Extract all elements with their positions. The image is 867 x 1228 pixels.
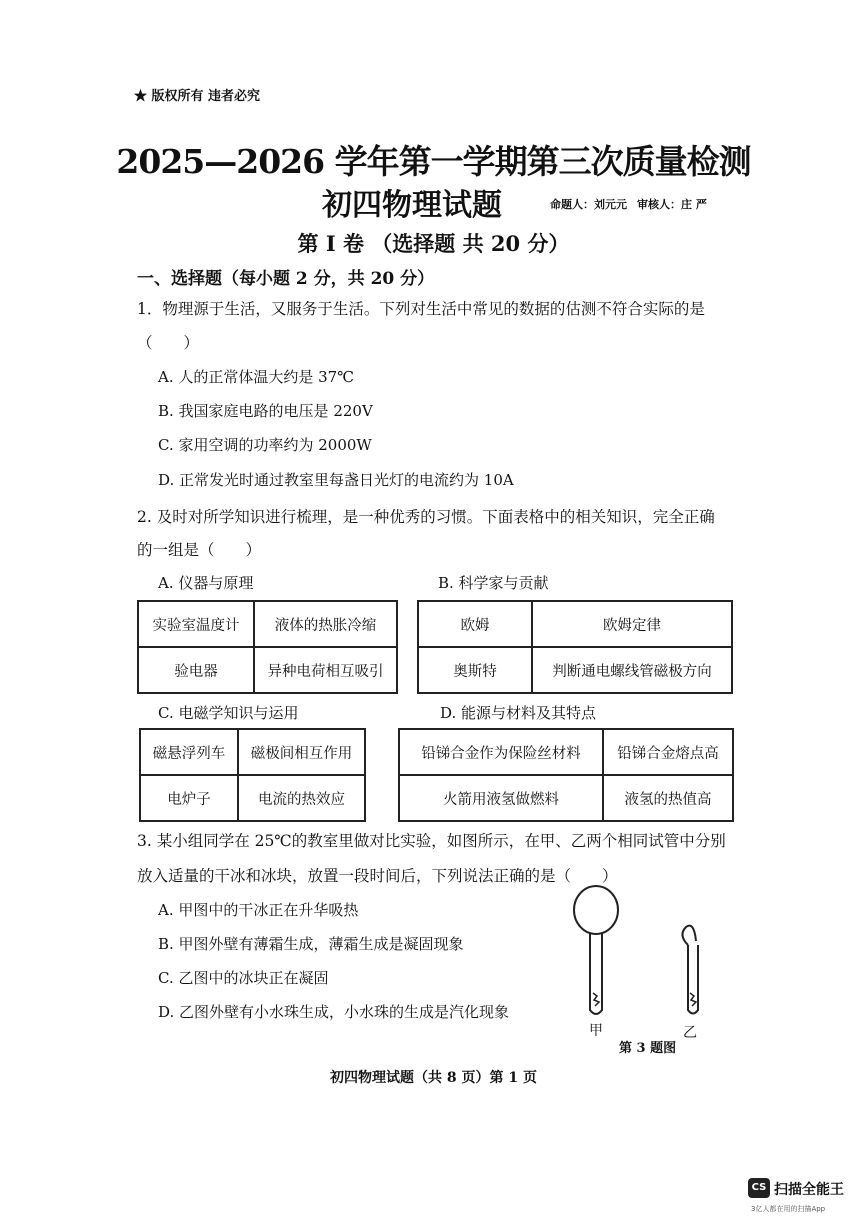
q3-stem: 3. 某小组同学在 25℃的教室里做对比实验，如图所示，在甲、乙两个相同试管中分别 (137, 832, 726, 850)
q2-table-d (398, 728, 734, 822)
table-cell: 液体的热胀冷缩 (254, 601, 397, 647)
table-cell: 铅锑合金熔点高 (603, 729, 733, 775)
q1-option-b: B. 我国家庭电路的电压是 220V (158, 402, 373, 420)
camscanner-logo-icon: CS (748, 1178, 770, 1198)
page-footer: 初四物理试题（共 8 页）第 1 页 (330, 1070, 537, 1086)
q3-option-c: C. 乙图中的冰块正在凝固 (158, 969, 329, 987)
table-cell: 液氢的热值高 (603, 775, 733, 821)
table-cell: 欧姆 (418, 601, 532, 647)
exam-subtitle: 初四物理试题 (322, 188, 502, 223)
test-tube-figure (560, 885, 720, 1035)
table-cell: 异种电荷相互吸引 (254, 647, 397, 693)
reviewer: 审核人：庄 严 (637, 198, 707, 211)
q2-table-b (417, 600, 733, 694)
q2-table-a (137, 600, 398, 694)
table-cell: 验电器 (138, 647, 254, 693)
q1-option-d: D. 正常发光时通过教室里每盏日光灯的电流约为 10A (158, 471, 514, 489)
q1-blank: （ ） (137, 334, 200, 352)
table-cell: 电流的热效应 (238, 775, 365, 821)
figure-label-jia: 甲 (589, 1023, 603, 1039)
q1-option-a: A. 人的正常体温大约是 37℃ (158, 368, 355, 386)
q3-option-d: D. 乙图外壁有小水珠生成，小水珠的生成是汽化现象 (158, 1003, 510, 1021)
tube-jia-with-balloon (574, 886, 618, 1014)
copyright-notice: ★ 版权所有 违者必究 (134, 89, 261, 104)
volume-title: 第 I 卷 （选择题 共 20 分） (297, 231, 570, 256)
setter: 命题人：刘元元 (550, 198, 627, 211)
table-cell: 奥斯特 (418, 647, 532, 693)
figure-caption: 第 3 题图 (619, 1041, 677, 1056)
exam-title: 2025—2026 学年第一学期第三次质量检测 (116, 142, 751, 181)
table-cell: 磁极间相互作用 (238, 729, 365, 775)
q2-label-b: B. 科学家与贡献 (438, 574, 549, 592)
q3-stem-2: 放入适量的干冰和冰块，放置一段时间后，下列说法正确的是（ ） (137, 867, 618, 885)
scanner-app-tagline: 3亿人都在用的扫描App (751, 1205, 826, 1213)
q2-label-c: C. 电磁学知识与运用 (158, 704, 299, 722)
q2-table-c (139, 728, 366, 822)
q3-option-b: B. 甲图外壁有薄霜生成，薄霜生成是凝固现象 (158, 935, 464, 953)
q2-stem: 2. 及时对所学知识进行梳理，是一种优秀的习惯。下面表格中的相关知识，完全正确 (137, 508, 715, 526)
scanner-app-name: 扫描全能王 (774, 1182, 844, 1198)
table-cell: 电炉子 (140, 775, 238, 821)
table-cell: 欧姆定律 (532, 601, 732, 647)
table-cell: 实验室温度计 (138, 601, 254, 647)
authors (550, 196, 717, 212)
q2-stem-2: 的一组是（ ） (137, 541, 262, 559)
q3-option-a: A. 甲图中的干冰正在升华吸热 (158, 901, 359, 919)
table-cell: 火箭用液氢做燃料 (399, 775, 603, 821)
q2-label-d: D. 能源与材料及其特点 (440, 704, 597, 722)
q2-label-a: A. 仪器与原理 (158, 574, 254, 592)
section-title: 一、选择题（每小题 2 分，共 20 分） (137, 269, 435, 289)
q1-stem: 1．物理源于生活，又服务于生活。下列对生活中常见的数据的估测不符合实际的是 (137, 300, 705, 318)
table-cell: 铅锑合金作为保险丝材料 (399, 729, 603, 775)
q1-option-c: C. 家用空调的功率约为 2000W (158, 436, 372, 454)
table-cell: 磁悬浮列车 (140, 729, 238, 775)
tube-yi-with-string (682, 926, 698, 1014)
table-cell: 判断通电螺线管磁极方向 (532, 647, 732, 693)
figure-label-yi: 乙 (683, 1025, 697, 1041)
